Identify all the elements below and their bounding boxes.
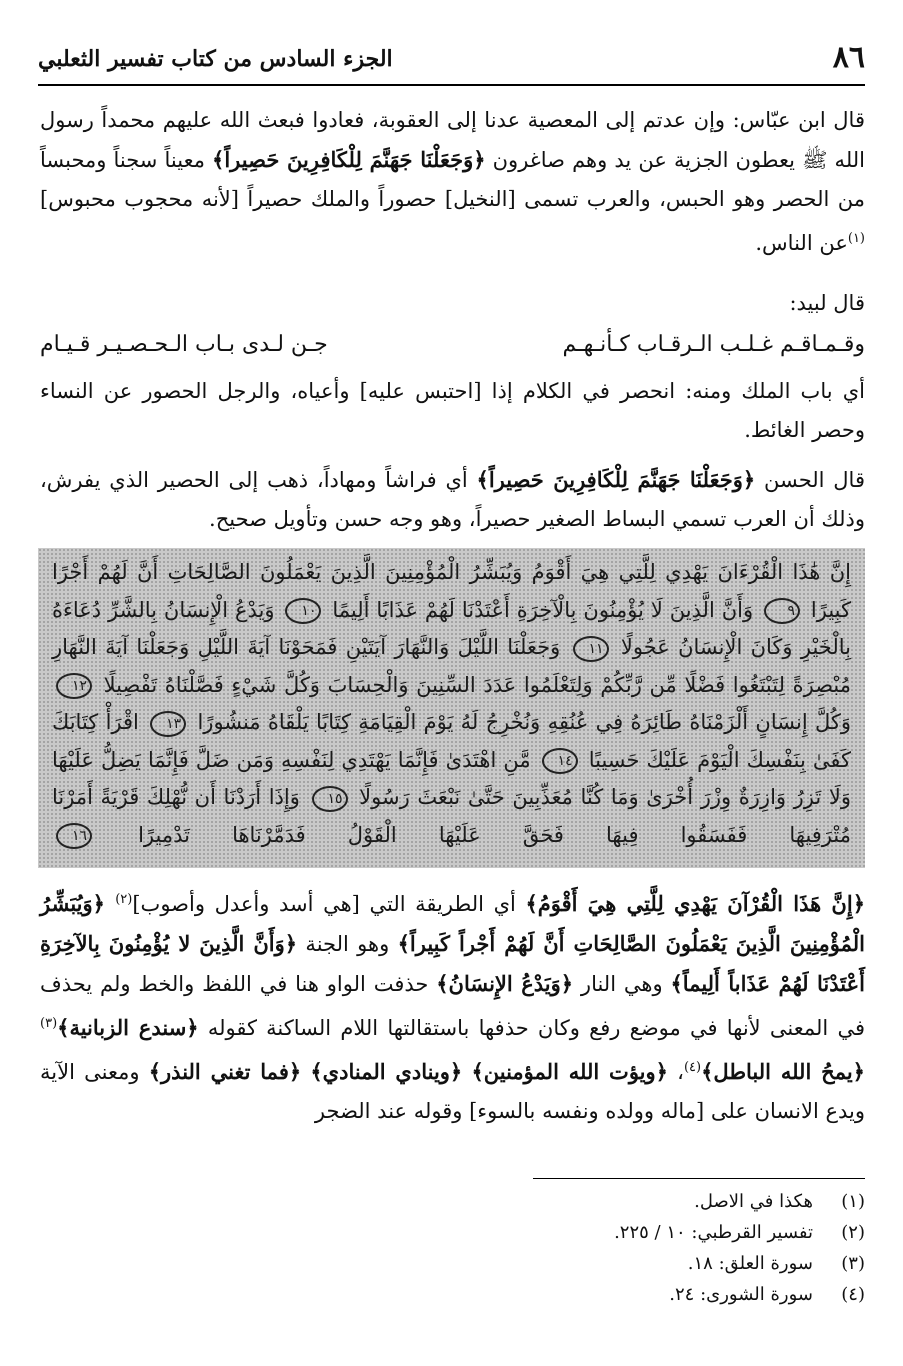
footnotes — [365, 1186, 865, 1310]
quran-quote: ﴿إِنَّ هَذَا الْقُرْآنَ يَهْدِي لِلَّتِي هِيَ أَقْوَمُ﴾ — [525, 891, 865, 916]
paragraph-labid: قال لبيد: — [789, 291, 865, 315]
quran-quote: ﴿وَأَنَّ الَّذِينَ لا يُؤْمِنُونَ بِالآخِرَةِ أَعْتَدْنَا لَهُمْ عَذَاباً أَلِيماً﴾ — [40, 931, 866, 996]
quran-quote: ﴿فما تغني النذر﴾ — [148, 1059, 302, 1084]
ayah-number-marker: ١٤ — [542, 748, 578, 774]
footnote-item — [365, 1248, 865, 1279]
ayah-number-marker: ١٠ — [285, 598, 321, 624]
text-span — [301, 1060, 310, 1084]
footnote-ref[interactable]: (٣) — [40, 1016, 58, 1031]
footnote-text: تفسير القرطبي: ١٠ / ٢٢٥. — [614, 1222, 813, 1243]
quran-quote: ﴿وَجَعَلْنَا جَهَنَّمَ لِلْكَافِرِينَ حَصِيراً﴾ — [476, 467, 756, 492]
footnote-text: هكذا في الاصل. — [694, 1191, 813, 1212]
footnote-number: (٣) — [841, 1253, 865, 1274]
quran-quote: ﴿وَجَعَلْنَا جَهَنَّمَ لِلْكَافِرِينَ حَصِيراً﴾ — [212, 147, 486, 172]
quran-ayah-text: وَكُلَّ إِنسَانٍ أَلْزَمْنَاهُ طَائِرَهُ فِي عُنُقِهِ وَنُخْرِجُ لَهُ يَوْمَ الْقِيَامَةِ كِتَابًا يَلْقَاهُ مَنشُورًا — [190, 710, 851, 734]
quran-ayah-text: اقْرَأْ كِتَابَكَ كَفَىٰ بِنَفْسِكَ الْيَوْمَ عَلَيْكَ حَسِيبًا — [52, 710, 851, 772]
text-span: حذفت الواو هنا في اللفظ والخط ولم يحذف في المعنى لأنها في موضع رفع وكان حذفها باستقالتها اللام الساكنة كقوله — [40, 972, 865, 1040]
footnote-ref[interactable]: (٢) — [115, 892, 133, 907]
text-span: قال الحسن — [755, 468, 865, 492]
quran-quote: ﴿وينادي المنادي﴾ — [310, 1059, 463, 1084]
footnote-ref[interactable]: (٤) — [683, 1060, 702, 1075]
poem-verse — [40, 328, 865, 368]
footnote-number: (٢) — [841, 1222, 865, 1243]
quran-verses-text — [52, 554, 851, 854]
quran-quote: ﴿ويؤت الله المؤمنين﴾ — [471, 1059, 668, 1084]
poem-first-hemistich: وقـمـاقـم غـلـب الـرقـاب كـأنـهـم — [562, 332, 865, 357]
quran-ayah-text: إِنَّ هَٰذَا الْقُرْءَانَ يَهْدِي لِلَّتِي هِيَ أَقْوَمُ وَيُبَشِّرُ الْمُؤْمِنِينَ الَّذِينَ يَعْمَلُونَ الصَّالِحَاتِ أَنَّ لَهُمْ أَجْرًا كَبِيرًا — [52, 560, 851, 622]
footnote-item — [365, 1186, 865, 1217]
text-span: معيناً سجناً ومحبساً من الحصر وهو الحبس، والعرب تسمى [النخيل] حصوراً والملك حصيراً [لأنه محجوب محبوس] — [40, 148, 865, 211]
footnote-divider — [533, 1178, 865, 1179]
quran-verses-box — [38, 548, 865, 868]
quran-quote: ﴿سندع الزبانية﴾ — [57, 1015, 199, 1040]
ayah-number-marker: ١٣ — [150, 711, 186, 737]
ayah-number-marker: ١٦ — [56, 823, 92, 849]
footnote-ref[interactable]: (١) — [847, 231, 865, 246]
text-span: أي الطريقة التي [هي أسد وأعدل وأصوب] — [132, 892, 526, 916]
footnote-text: سورة الشورى: ٢٤. — [669, 1284, 813, 1305]
ayah-number-marker: ١١ — [573, 636, 609, 662]
quran-quote: ﴿وَيُبَشِّرُ الْمُؤْمِنِينَ الَّذِينَ يَعْمَلُونَ الصَّالِحَاتِ أَنَّ لَهُمْ أَجْراً كَبِيراً﴾ — [40, 891, 865, 956]
page-number: ٨٦ — [832, 40, 865, 75]
text-span: ومعنى الآية ويدع الانسان على [ماله وولده ونفسه بالسوء] وقوله عند الضجر — [40, 1060, 865, 1123]
footnote-number: (٤) — [841, 1284, 865, 1305]
page-header — [38, 38, 865, 86]
footnote-item — [365, 1217, 865, 1248]
ayah-number-marker: ١٢ — [56, 673, 92, 699]
quran-ayah-text: وَأَنَّ الَّذِينَ لَا يُؤْمِنُونَ بِالْآخِرَةِ أَعْتَدْنَا لَهُمْ عَذَابًا أَلِيمًا — [325, 597, 754, 622]
running-title: الجزء السادس من كتاب تفسير الثعلبي — [38, 46, 393, 72]
text-span: قال ابن عبّاس: وإن عدتم إلى المعصية عدنا إلى العقوبة، فعادوا فبعث الله عليهم محمداً رسول الله ﷺ يعطون الجزية عن يد وهم صاغرون — [40, 108, 866, 172]
text-span: ، — [667, 1060, 684, 1084]
paragraph-bab-almalik: أي باب الملك ومنه: انحصر في الكلام إذا [احتبس عليه] وأعياه، والرجل الحصور عن النساء وحصر الغائط. — [40, 379, 865, 442]
quran-ayah-text: وَجَعَلْنَا اللَّيْلَ وَالنَّهَارَ آيَتَيْنِ فَمَحَوْنَا آيَةَ اللَّيْلِ وَجَعَلْنَا آيَةَ النَّهَارِ مُبْصِرَةً لِتَبْتَغُوا فَضْلًا مِّن رَّبِّكُمْ وَلِتَعْلَمُوا عَدَدَ السِّنِينَ وَالْحِسَابَ وَكُلَّ شَيْءٍ فَصَّلْنَاهُ تَفْصِيلًا — [52, 635, 851, 697]
quran-ayah-text: وَإِذَا أَرَدْنَا أَن نُّهْلِكَ قَرْيَةً أَمَرْنَا مُتْرَفِيهَا فَفَسَقُوا فِيهَا فَحَقَّ عَلَيْهَا الْقَوْلُ فَدَمَّرْنَاهَا تَدْمِيرًا — [52, 785, 851, 847]
text-span: وهي النار — [573, 972, 671, 996]
poem-second-hemistich: جـن لـدى بـاب الـحـصـيـر قـيـام — [40, 332, 328, 357]
footnote-number: (١) — [841, 1191, 865, 1212]
paragraph-al-hasan — [40, 460, 865, 539]
quran-quote: ﴿يمحُ الله الباطل﴾ — [701, 1059, 865, 1084]
paragraph-commentary — [40, 880, 865, 1131]
quran-ayah-text: وَيَدْعُ الْإِنسَانُ بِالشَّرِّ دُعَاءَهُ بِالْخَيْرِ وَكَانَ الْإِنسَانُ عَجُولًا — [52, 597, 851, 659]
ayah-number-marker: ١٥ — [312, 786, 348, 812]
paragraph-ibn-abbas — [40, 101, 865, 263]
text-span: عن الناس. — [755, 231, 848, 255]
text-span: أي فراشاً ومهاداً، ذهب إلى الحصير الذي يفرش، وذلك أن العرب تسمي البساط الصغير حصيراً، وهو وجه حسن وتأويل صحيح. — [40, 468, 865, 531]
text-span: وهو الجنة — [297, 932, 398, 956]
footnote-text: سورة العلق: ١٨. — [687, 1253, 813, 1274]
ayah-number-marker: ٩ — [764, 598, 800, 624]
footnote-item — [365, 1279, 865, 1310]
quran-ayah-text: مَّنِ اهْتَدَىٰ فَإِنَّمَا يَهْتَدِي لِنَفْسِهِ وَمَن ضَلَّ فَإِنَّمَا يَضِلُّ عَلَيْهَا وَلَا تَزِرُ وَازِرَةٌ وِزْرَ أُخْرَىٰ وَمَا كُنَّا مُعَذِّبِينَ حَتَّىٰ نَبْعَثَ رَسُولًا — [52, 747, 851, 809]
quran-quote: ﴿وَيَدْعُ الإِنسَانُ﴾ — [436, 971, 574, 996]
